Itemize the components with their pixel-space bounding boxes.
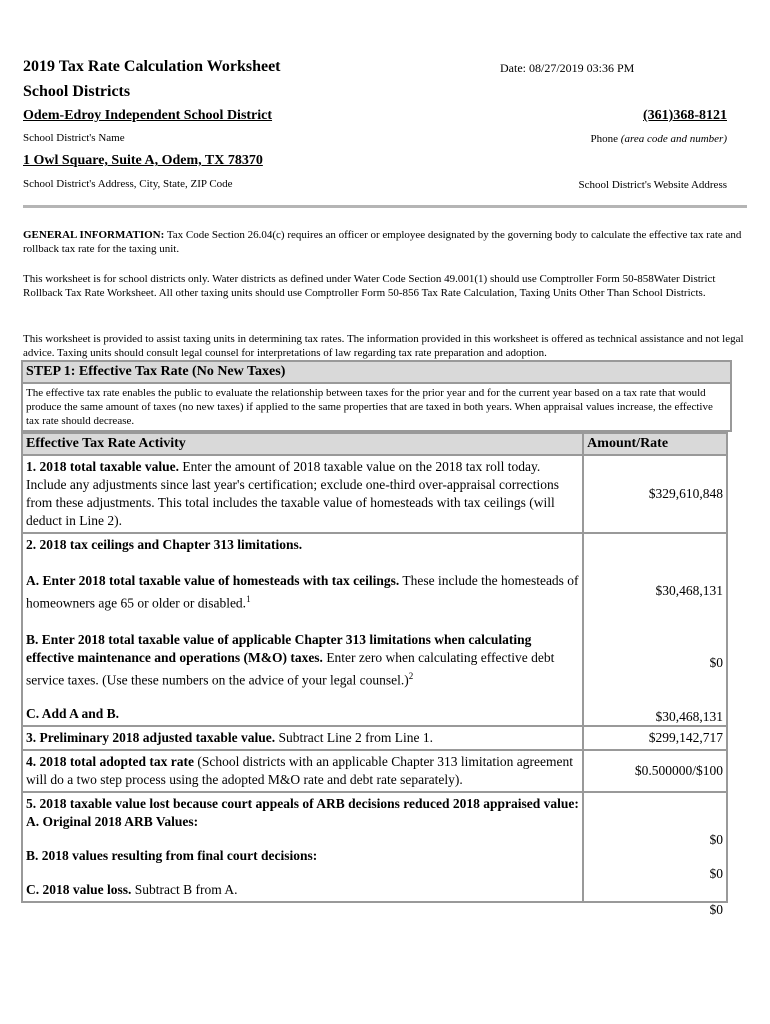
- line2b-amount: $0: [709, 655, 723, 670]
- general-info-paragraph: GENERAL INFORMATION: Tax Code Section 26.04(c) requires an officer or employee designated by the governing body to calculate the effective tax rate and rollback tax rate for the taxing unit.: [23, 229, 742, 255]
- line5b-amount: $0: [709, 866, 723, 881]
- line4-text: 4. 2018 total adopted tax rate (School districts with an applicable Chapter 313 limitation agreement will do a two step process using the adopted M&O rate and debt rate separately).: [22, 750, 583, 792]
- line1-text: 1. 2018 total taxable value. Enter the amount of 2018 taxable value on the 2018 tax roll today. Include any adjustments since last year's certification; exclude one-third over-appraisal corrections from these adjustments. This total includes the taxable value of homesteads with tax ceilings (will deduct in Line 2).: [22, 455, 583, 533]
- table-row: [22, 750, 727, 792]
- worksheet-subtitle: School Districts: [23, 83, 131, 100]
- line5-amounts: [583, 792, 727, 917]
- district-name-label: School District's Name: [23, 132, 125, 144]
- line5c-amount: $0: [709, 902, 723, 917]
- step1-description: The effective tax rate enables the public to evaluate the relationship between taxes for the prior year and for the current year based on a tax rate that would produce the same amount of taxes (no new taxes) if applied to the same properties that are taxed in both years. When appraisal values increase, the effective tax rate should decrease.: [21, 384, 732, 432]
- effective-rate-table: [21, 432, 728, 917]
- activity-column-header: Effective Tax Rate Activity: [22, 433, 583, 455]
- district-address: 1 Owl Square, Suite A, Odem, TX 78370: [23, 153, 263, 168]
- step1-section: [21, 360, 732, 917]
- step1-title: STEP 1: Effective Tax Rate (No New Taxes): [21, 360, 732, 384]
- amount-column-header: Amount/Rate: [583, 433, 727, 455]
- disclaimer-paragraph: This worksheet is provided to assist taxing units in determining tax rates. The information provided in this worksheet is offered as technical assistance and not legal advice. Taxing units should consult legal counsel for interpretations of law regarding tax rate preparation and adoption.: [23, 333, 744, 359]
- line1-amount: $329,610,848: [583, 455, 727, 533]
- line3-amount: $299,142,717: [583, 726, 727, 750]
- line2-amounts: [583, 533, 727, 726]
- worksheet-date: Date: 08/27/2019 03:36 PM: [500, 61, 635, 75]
- phone-label: Phone (area code and number): [590, 133, 727, 145]
- table-row: [22, 792, 727, 902]
- table-row: [22, 533, 727, 726]
- worksheet-title: 2019 Tax Rate Calculation Worksheet: [23, 58, 281, 75]
- line4-amount: $0.500000/$100: [583, 750, 727, 792]
- district-name: Odem-Edroy Independent School District: [23, 108, 273, 123]
- line2a-amount: $30,468,131: [655, 583, 723, 598]
- table-row: [22, 455, 727, 533]
- worksheet-scope-paragraph: This worksheet is for school districts only. Water districts as defined under Water Code Section 49.001(1) should use Comptroller Form 50-858Water District Rollback Tax Rate Worksheet. All other taxing units should use Comptroller Form 50-856 Tax Rate Calculation, Taxing Units Other Than School Districts.: [23, 273, 716, 299]
- district-phone: (361)368-8121: [643, 108, 727, 123]
- line5a-amount: $0: [709, 832, 723, 847]
- table-header-row: [22, 433, 727, 455]
- line2c-amount: $30,468,131: [655, 709, 723, 724]
- district-address-label: School District's Address, City, State, ZIP Code: [23, 178, 233, 190]
- line5-text: 5. 2018 taxable value lost because court appeals of ARB decisions reduced 2018 appraised value: A. Original 2018 ARB Values: B. 2018 values resulting from final court decisions: C. 2018 value loss. Subtract B from A.: [22, 792, 583, 902]
- line3-text: 3. Preliminary 2018 adjusted taxable value. Subtract Line 2 from Line 1.: [22, 726, 583, 750]
- table-row: [22, 726, 727, 750]
- header-divider: [23, 205, 747, 208]
- website-label: School District's Website Address: [578, 179, 727, 191]
- line2-text: 2. 2018 tax ceilings and Chapter 313 limitations. A. Enter 2018 total taxable value of homesteads with tax ceilings. These include the homesteads of homeowners age 65 or older or disabled.$^1$ B. Enter 2018 total taxable value of applicable Chapter 313 limitations when calculating effective maintenance and operations (M&O) taxes. Enter zero when calculating effective debt service taxes. (Use these numbers on the advice of your legal counsel.)$^2$ C. Add A and B.: [22, 533, 583, 726]
